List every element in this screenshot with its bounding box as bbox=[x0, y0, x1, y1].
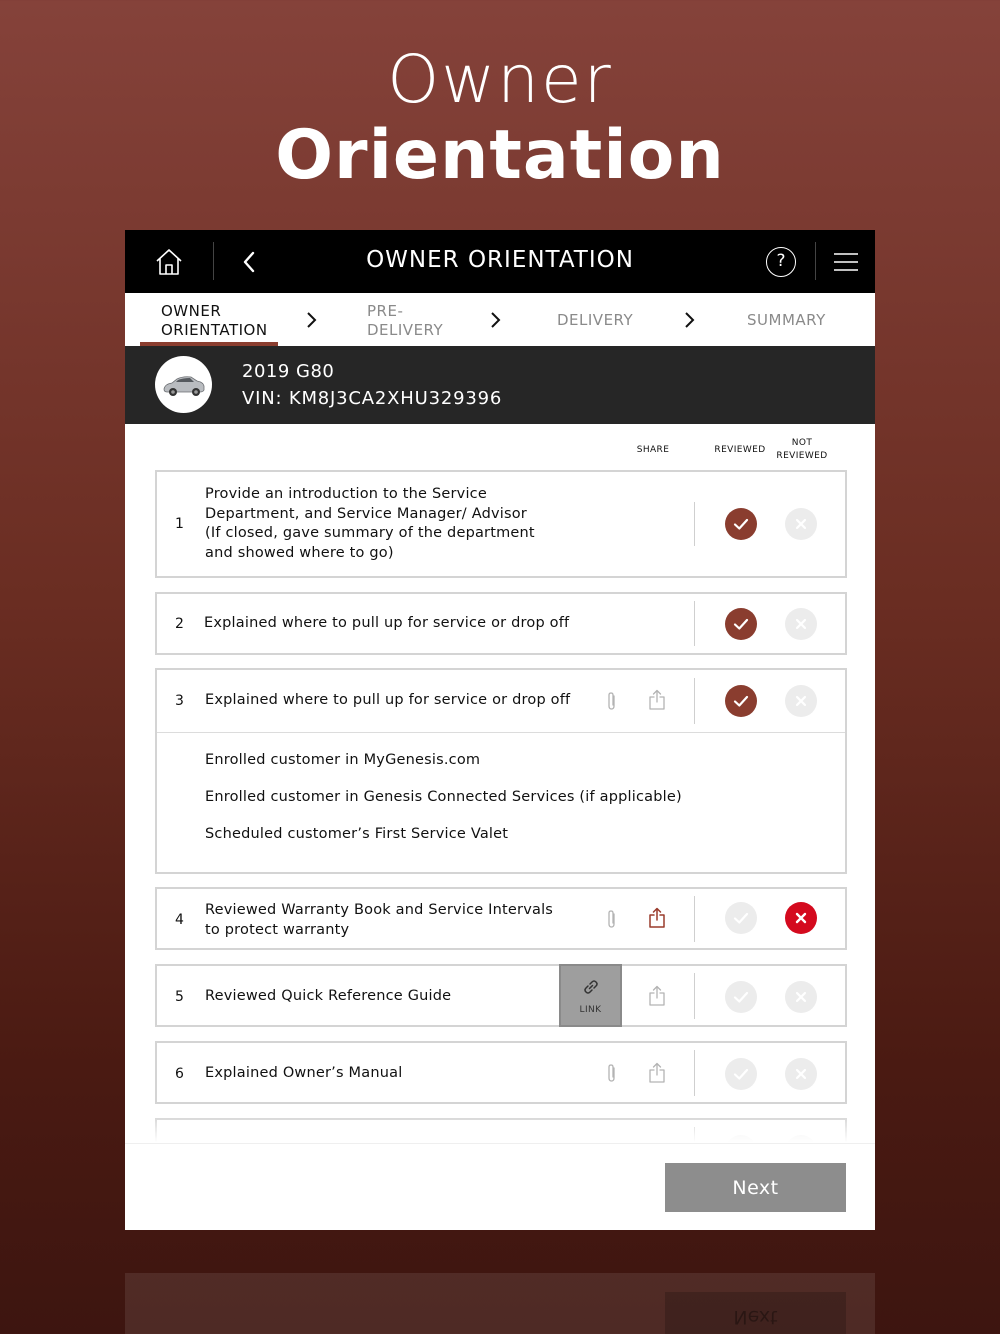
help-button[interactable]: ? bbox=[766, 247, 796, 277]
check-icon bbox=[731, 514, 751, 534]
device-reflection bbox=[125, 1273, 875, 1334]
chevron-right-icon bbox=[682, 310, 696, 330]
checklist-item bbox=[155, 470, 847, 578]
reviewed-toggle[interactable] bbox=[725, 508, 757, 540]
check-icon bbox=[731, 1064, 751, 1084]
check-icon bbox=[731, 908, 751, 928]
step-label: DELIVERY bbox=[557, 311, 634, 329]
item-number: 6 bbox=[175, 1066, 184, 1082]
not-reviewed-toggle[interactable] bbox=[785, 1058, 817, 1090]
item-text: Explained where to pull up for service or drop off bbox=[204, 615, 570, 631]
attachment-icon[interactable] bbox=[604, 691, 620, 713]
subitem: Enrolled customer in Genesis Connected Services (if applicable) bbox=[205, 789, 682, 805]
link-label: LINK bbox=[579, 1005, 602, 1015]
not-reviewed-toggle[interactable] bbox=[785, 685, 817, 717]
item-text: Explained where to pull up for service or drop off bbox=[205, 692, 571, 708]
item-number: 3 bbox=[175, 693, 184, 709]
hero-title-line1: Owner bbox=[387, 41, 613, 118]
column-header-share: SHARE bbox=[636, 445, 670, 455]
vehicle-vin: VIN: KM8J3CA2XHU329396 bbox=[242, 388, 503, 409]
step-owner-orientation[interactable] bbox=[161, 302, 268, 340]
car-icon bbox=[155, 356, 212, 413]
divider bbox=[694, 1050, 695, 1096]
item-text: Reviewed Quick Reference Guide bbox=[205, 988, 452, 1004]
share-icon[interactable] bbox=[648, 1062, 666, 1084]
checklist-item bbox=[155, 592, 847, 655]
vehicle-info-bar bbox=[125, 346, 875, 424]
step-summary[interactable] bbox=[747, 311, 826, 330]
divider bbox=[694, 678, 695, 724]
attachment-icon[interactable] bbox=[604, 1063, 620, 1085]
divider bbox=[694, 601, 695, 646]
footer-bar bbox=[125, 1143, 875, 1230]
column-header-line2: REVIEWED bbox=[776, 451, 828, 461]
next-button[interactable]: Next bbox=[665, 1163, 846, 1212]
column-header-reviewed: REVIEWED bbox=[714, 445, 766, 455]
divider bbox=[157, 732, 845, 733]
app-screen bbox=[125, 230, 875, 1230]
page-title: OWNER ORIENTATION bbox=[366, 247, 634, 273]
step-pre-delivery[interactable] bbox=[367, 302, 443, 340]
subitem: Enrolled customer in MyGenesis.com bbox=[205, 752, 481, 768]
check-icon bbox=[731, 614, 751, 634]
item-text-line: Reviewed Warranty Book and Service Intervals bbox=[205, 902, 554, 918]
item-text bbox=[205, 901, 553, 940]
item-text bbox=[205, 485, 535, 563]
reviewed-toggle[interactable] bbox=[725, 1058, 757, 1090]
checklist-item bbox=[155, 964, 847, 1027]
reviewed-toggle[interactable] bbox=[725, 608, 757, 640]
item-text-line: to protect warranty bbox=[205, 921, 350, 938]
checklist-item bbox=[155, 887, 847, 950]
reviewed-toggle[interactable] bbox=[725, 902, 757, 934]
item-text-line: Provide an introduction to the Service bbox=[205, 486, 487, 502]
reviewed-toggle[interactable] bbox=[725, 685, 757, 717]
vehicle-avatar bbox=[155, 356, 212, 413]
item-number: 1 bbox=[175, 516, 184, 532]
divider bbox=[694, 502, 695, 546]
vehicle-model: 2019 G80 bbox=[242, 361, 335, 382]
item-number: 5 bbox=[175, 989, 184, 1005]
share-icon[interactable] bbox=[648, 907, 666, 929]
home-icon[interactable] bbox=[153, 246, 185, 278]
divider bbox=[213, 242, 214, 280]
divider bbox=[694, 896, 695, 942]
close-icon bbox=[791, 908, 811, 928]
item-text: Explained Owner’s Manual bbox=[205, 1065, 403, 1081]
step-label-line2: DELIVERY bbox=[367, 321, 444, 339]
check-icon bbox=[731, 987, 751, 1007]
chevron-right-icon bbox=[488, 310, 502, 330]
not-reviewed-toggle[interactable] bbox=[785, 902, 817, 934]
top-bar bbox=[125, 230, 875, 293]
step-delivery[interactable] bbox=[557, 311, 633, 330]
share-icon[interactable] bbox=[648, 985, 666, 1007]
divider bbox=[815, 242, 816, 280]
not-reviewed-toggle[interactable] bbox=[785, 508, 817, 540]
not-reviewed-toggle[interactable] bbox=[785, 981, 817, 1013]
close-icon bbox=[791, 514, 811, 534]
checklist-item bbox=[155, 1041, 847, 1104]
link-button[interactable] bbox=[559, 964, 622, 1027]
column-header-not-reviewed bbox=[771, 437, 833, 463]
back-icon[interactable] bbox=[237, 246, 261, 278]
link-icon bbox=[582, 978, 600, 996]
scroll-fade bbox=[125, 1115, 875, 1145]
next-button-reflection: Next bbox=[665, 1292, 846, 1334]
not-reviewed-toggle[interactable] bbox=[785, 608, 817, 640]
attachment-icon[interactable] bbox=[604, 909, 620, 931]
share-icon[interactable] bbox=[648, 689, 666, 711]
item-number: 2 bbox=[175, 616, 184, 632]
reviewed-toggle[interactable] bbox=[725, 981, 757, 1013]
checklist-item-expanded bbox=[155, 668, 847, 874]
close-icon bbox=[791, 1064, 811, 1084]
check-icon bbox=[731, 691, 751, 711]
step-label-line1: OWNER bbox=[161, 302, 222, 320]
close-icon bbox=[791, 691, 811, 711]
chevron-right-icon bbox=[304, 310, 318, 330]
item-text-line: Department, and Service Manager/ Advisor bbox=[205, 505, 527, 522]
close-icon bbox=[791, 987, 811, 1007]
hero-title-line2: Orientation bbox=[275, 116, 725, 195]
step-label-line2: ORIENTATION bbox=[161, 321, 268, 339]
step-label: SUMMARY bbox=[747, 311, 826, 329]
hero-title bbox=[0, 42, 1000, 194]
item-text-line: and showed where to go) bbox=[205, 544, 394, 561]
item-number: 4 bbox=[175, 912, 184, 928]
menu-icon[interactable] bbox=[833, 250, 859, 274]
column-header-line1: NOT bbox=[791, 438, 813, 448]
close-icon bbox=[791, 614, 811, 634]
step-label-line1: PRE- bbox=[367, 302, 404, 320]
subitem: Scheduled customer’s First Service Valet bbox=[205, 826, 509, 842]
item-text-line: (If closed, gave summary of the department bbox=[205, 525, 535, 541]
progress-steps bbox=[125, 293, 875, 346]
divider bbox=[694, 973, 695, 1019]
